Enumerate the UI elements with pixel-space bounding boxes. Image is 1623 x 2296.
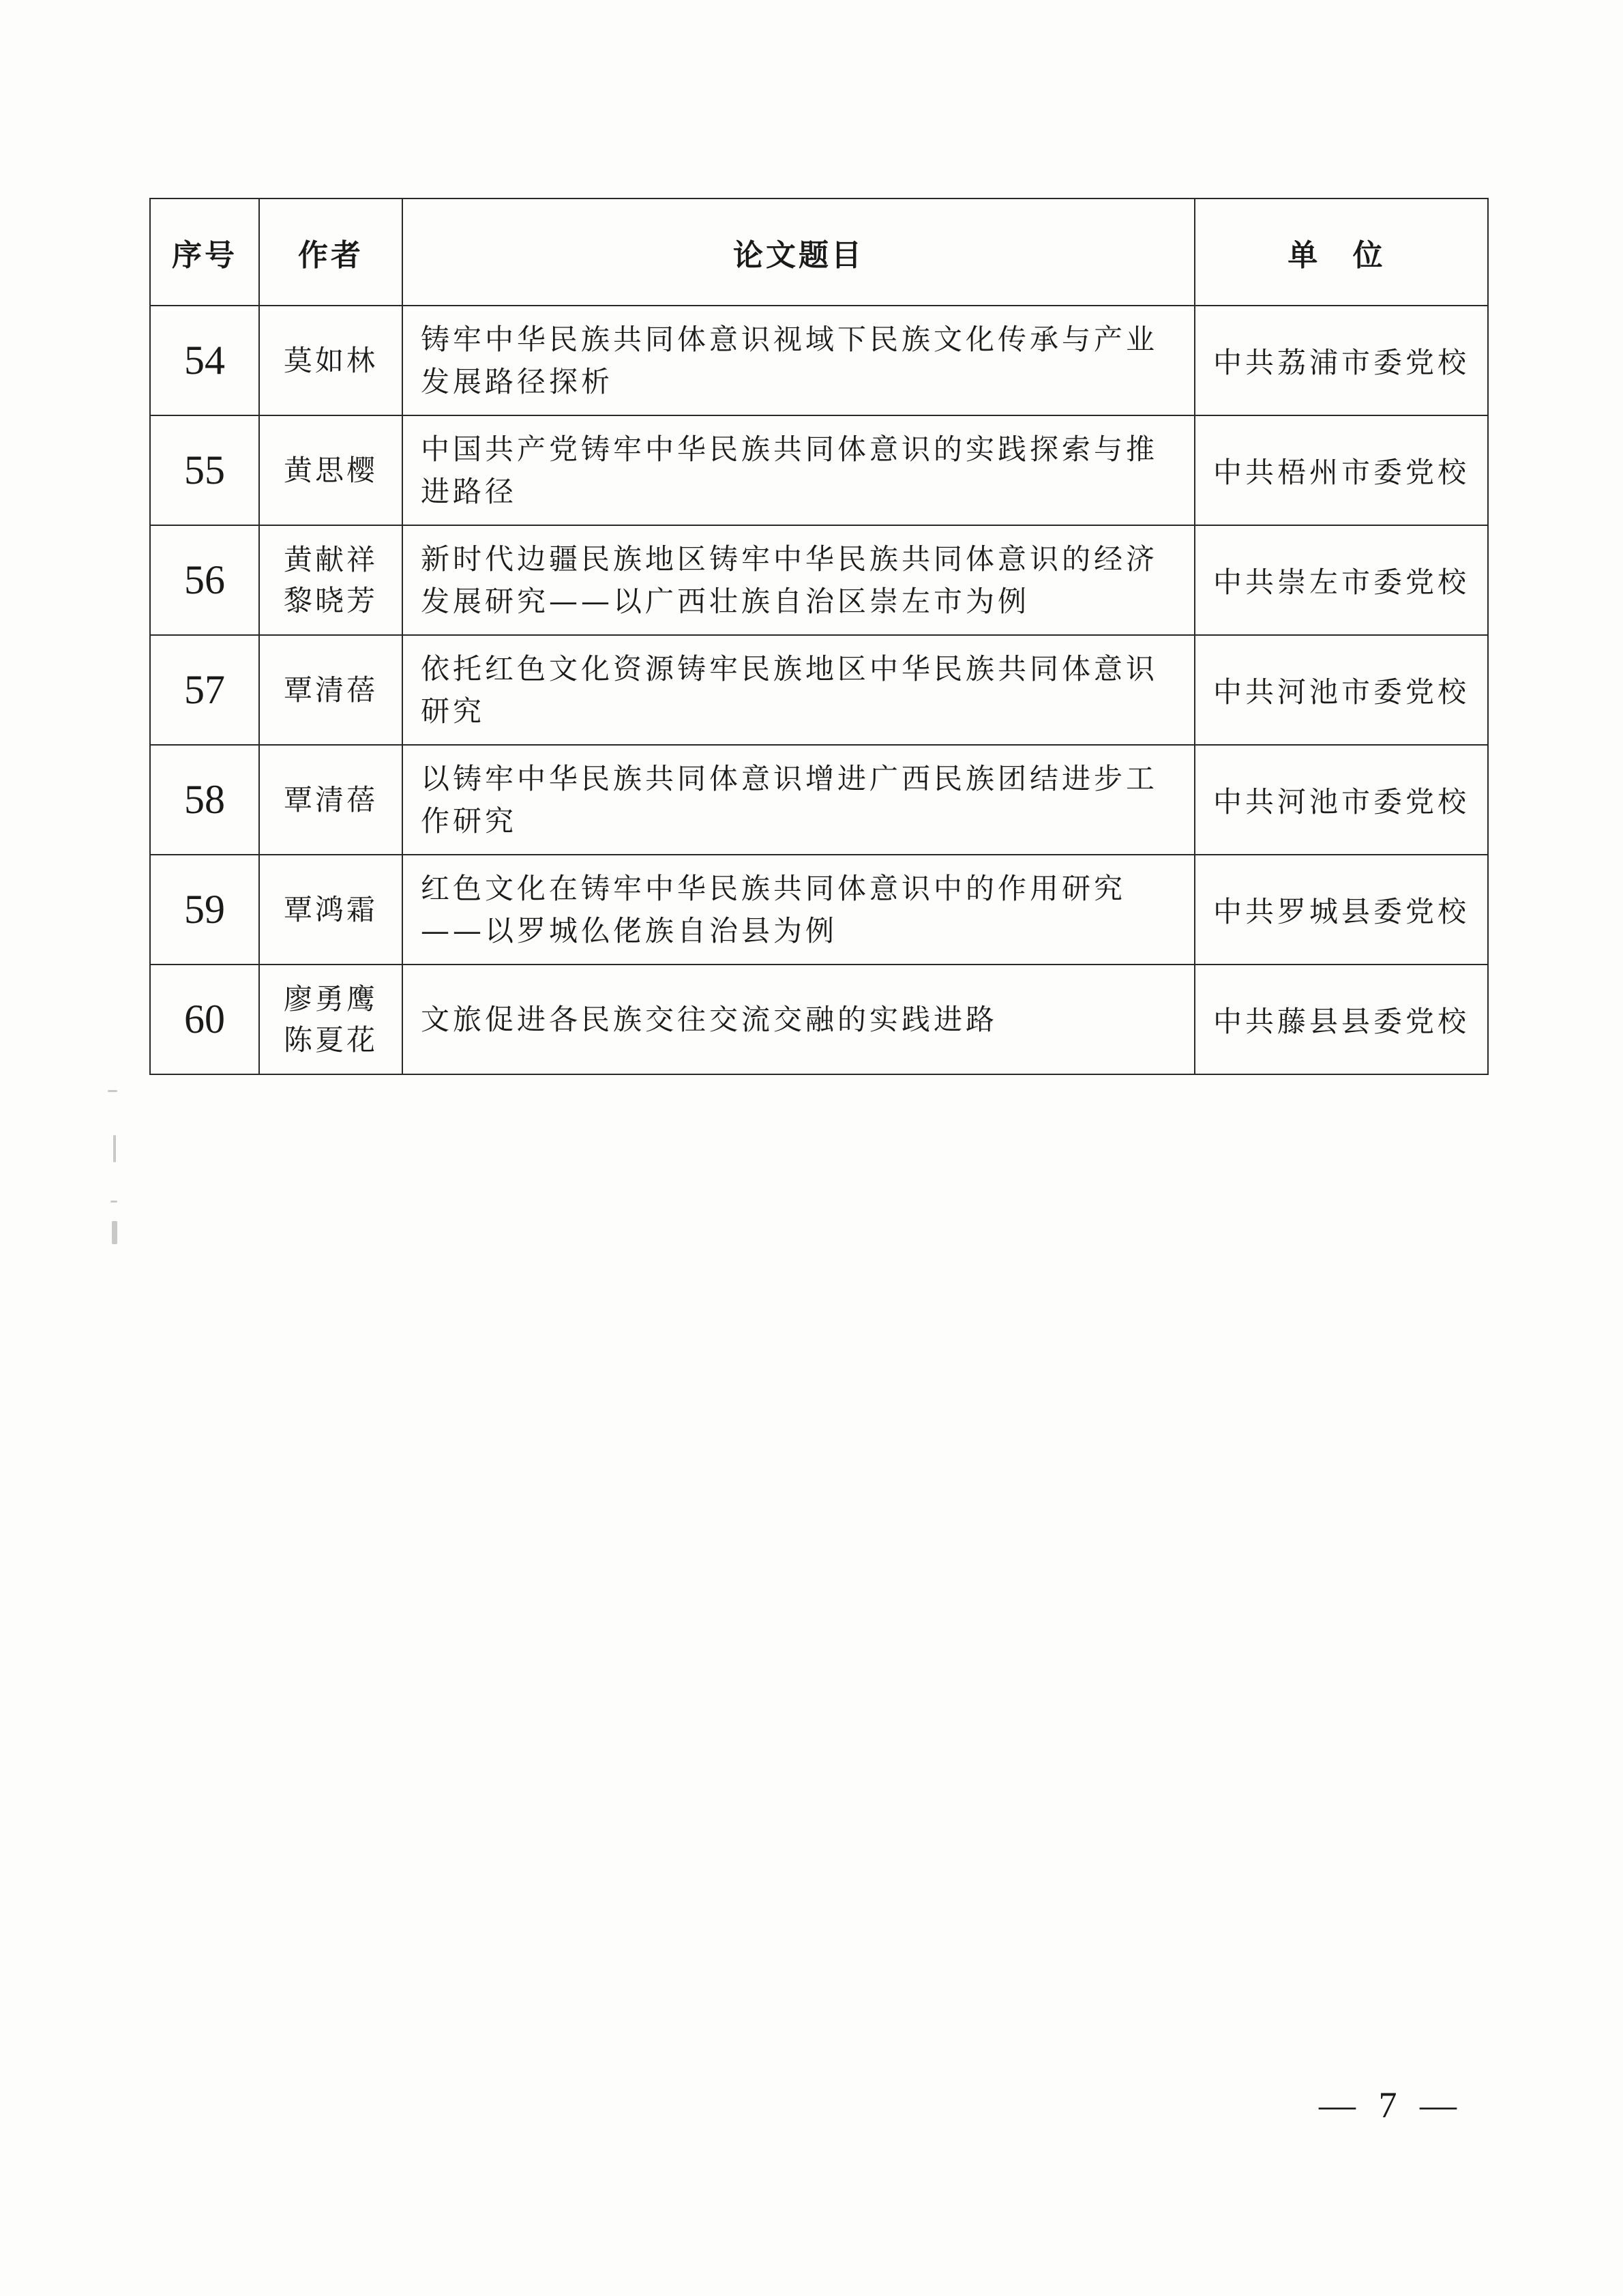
row-number: 55: [150, 415, 259, 525]
row-number: 54: [150, 306, 259, 415]
table-row: [150, 635, 1488, 745]
row-author: [259, 306, 402, 415]
scan-speck: [113, 1135, 116, 1162]
table-row: [150, 306, 1488, 415]
author-name: 覃鸿霜: [283, 892, 378, 926]
row-author: [259, 855, 402, 965]
scan-speck: [112, 1221, 117, 1244]
table-row: [150, 525, 1488, 635]
title-line: 依托红色文化资源铸牢民族地区中华民族共同体意识: [421, 651, 1159, 686]
author-name: 覃清蓓: [283, 673, 378, 707]
row-author: [259, 965, 402, 1074]
author-name: 廖勇鹰: [283, 982, 378, 1016]
header-number: 序号: [150, 198, 259, 306]
row-title: [402, 745, 1195, 855]
row-unit: 中共梧州市委党校: [1195, 415, 1488, 525]
header-unit: 单 位: [1195, 198, 1488, 306]
row-author: [259, 635, 402, 745]
row-unit: 中共崇左市委党校: [1195, 525, 1488, 635]
title-line: 发展研究——以广西壮族自治区崇左市为例: [421, 584, 1030, 618]
row-title: [402, 306, 1195, 415]
row-title: [402, 635, 1195, 745]
row-unit: 中共藤县县委党校: [1195, 965, 1488, 1074]
row-number: 60: [150, 965, 259, 1074]
title-line: 研究: [421, 694, 486, 728]
title-line: 文旅促进各民族交往交流交融的实践进路: [421, 1002, 998, 1036]
row-unit: 中共罗城县委党校: [1195, 855, 1488, 965]
title-line: 中国共产党铸牢中华民族共同体意识的实践探索与推: [421, 432, 1159, 466]
row-number: 56: [150, 525, 259, 635]
title-line: ——以罗城仫佬族自治县为例: [421, 913, 838, 947]
row-author: [259, 415, 402, 525]
row-unit: 中共河池市委党校: [1195, 745, 1488, 855]
row-unit: 中共河池市委党校: [1195, 635, 1488, 745]
row-author: [259, 745, 402, 855]
title-line: 铸牢中华民族共同体意识视域下民族文化传承与产业: [421, 322, 1159, 356]
author-name: 陈夏花: [283, 1022, 378, 1057]
row-author: [259, 525, 402, 635]
table-body: [150, 306, 1488, 1074]
table-row: [150, 415, 1488, 525]
row-number: 58: [150, 745, 259, 855]
row-number: 59: [150, 855, 259, 965]
author-name: 黄思樱: [283, 453, 378, 487]
row-unit: 中共荔浦市委党校: [1195, 306, 1488, 415]
table-row: [150, 855, 1488, 965]
paper-list-table: [149, 198, 1489, 1075]
header-row: [150, 198, 1488, 306]
title-line: 以铸牢中华民族共同体意识增进广西民族团结进步工: [421, 761, 1159, 795]
author-name: 莫如林: [283, 343, 378, 377]
row-title: [402, 965, 1195, 1074]
table-header: [150, 198, 1488, 306]
table-row: [150, 745, 1488, 855]
title-line: 作研究: [421, 804, 518, 838]
scan-speck: [110, 1201, 117, 1203]
row-title: [402, 525, 1195, 635]
author-name: 黄献祥: [283, 542, 378, 576]
scan-speck: [108, 1090, 117, 1092]
row-number: 57: [150, 635, 259, 745]
row-title: [402, 855, 1195, 965]
header-title: 论文题目: [402, 198, 1195, 306]
title-line: 进路径: [421, 474, 518, 508]
author-name: 覃清蓓: [283, 782, 378, 816]
header-author: 作者: [259, 198, 402, 306]
title-line: 发展路径探析: [421, 364, 614, 398]
title-line: 红色文化在铸牢中华民族共同体意识中的作用研究: [421, 871, 1127, 905]
table-row: [150, 965, 1488, 1074]
page-number: — 7 —: [1319, 2085, 1463, 2125]
row-title: [402, 415, 1195, 525]
author-name: 黎晓芳: [283, 583, 378, 617]
title-line: 新时代边疆民族地区铸牢中华民族共同体意识的经济: [421, 542, 1159, 576]
